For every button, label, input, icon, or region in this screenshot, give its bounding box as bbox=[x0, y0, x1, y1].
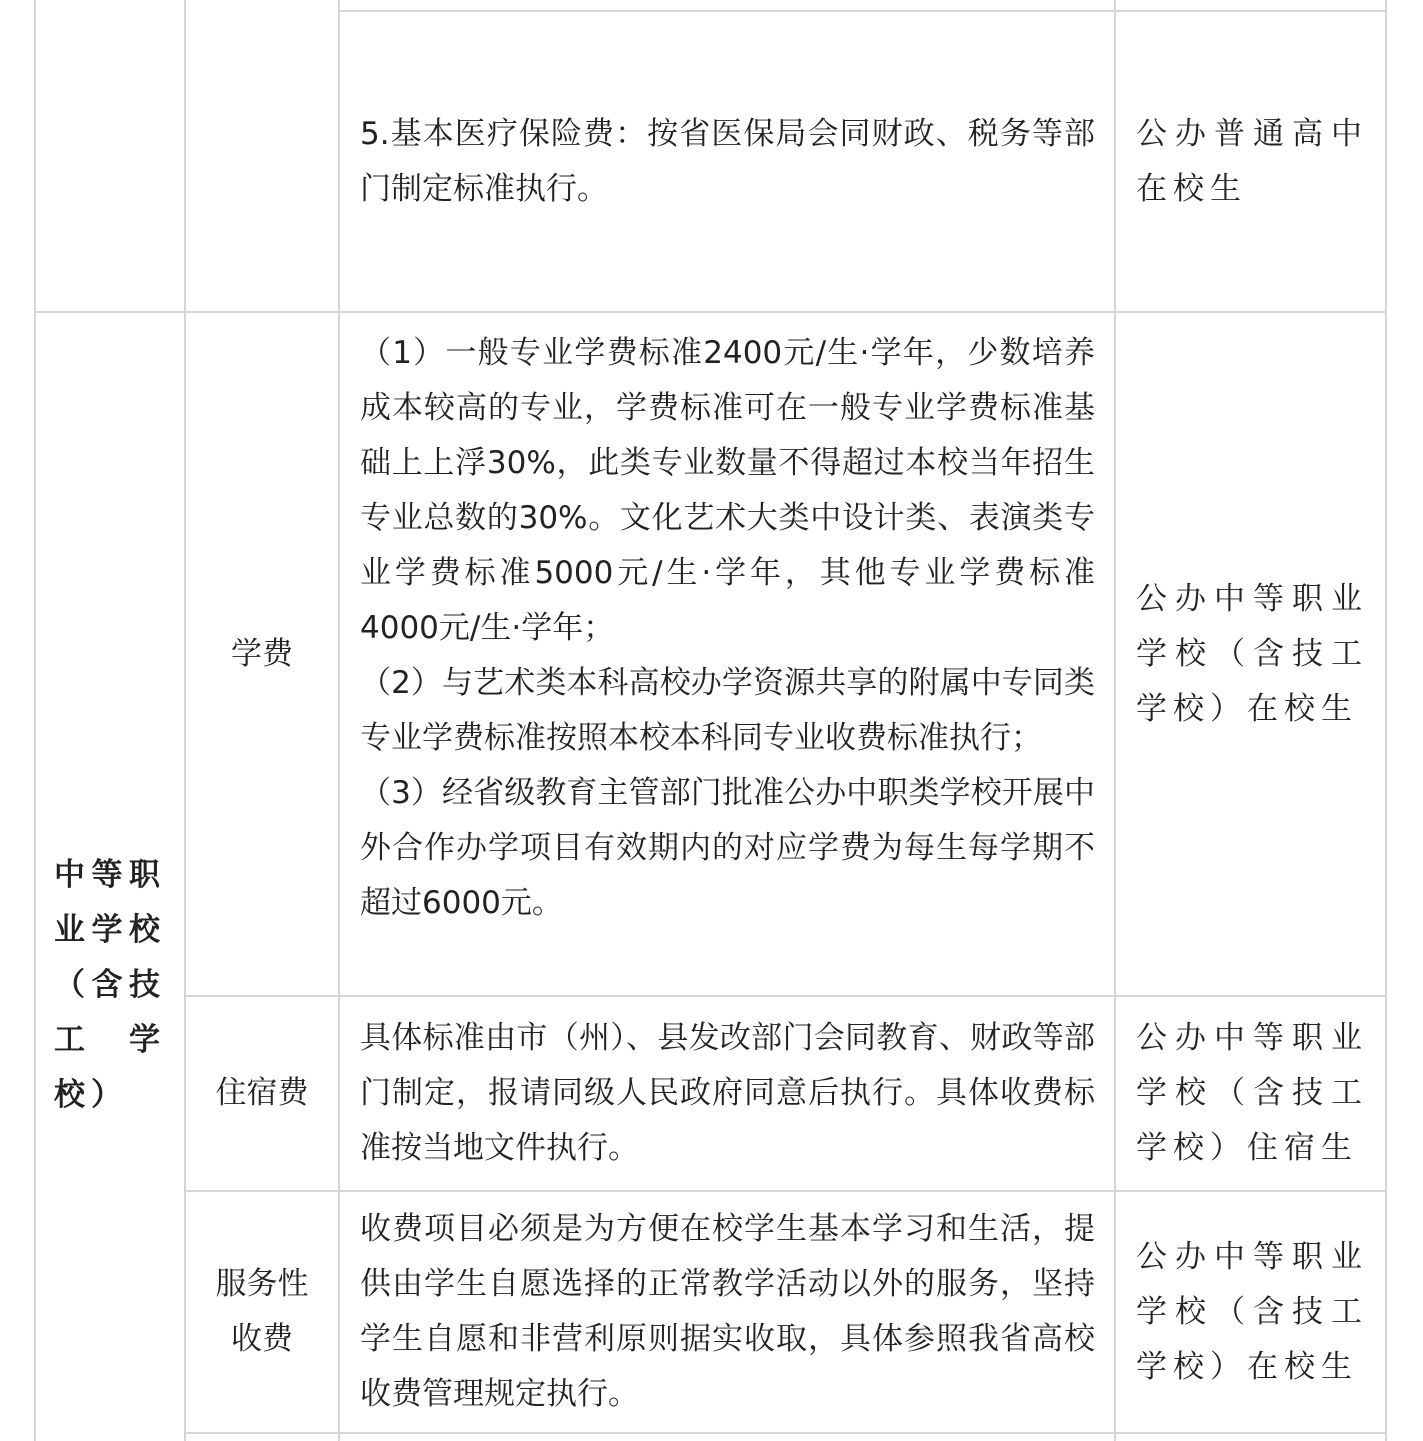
dorm-content-cell bbox=[360, 997, 1095, 1190]
service-content-cell bbox=[360, 1192, 1095, 1432]
grid-line-v-5 bbox=[1385, 0, 1387, 1441]
tuition-target-cell bbox=[1136, 313, 1368, 995]
dorm-target: 公办中等职业学校（含技工学校）住宿生 bbox=[1136, 1020, 1368, 1166]
high-school-target-text: 公办普通高中在校生 bbox=[1136, 115, 1368, 207]
dorm-content: 具体标准由市（州）、县发改部门会同教育、财政等部门制定，报请同级人民政府同意后执行。具体收费标准按当地文件执行。 bbox=[360, 1020, 1095, 1166]
dorm-name-cell bbox=[186, 997, 338, 1190]
grid-line-v-3 bbox=[338, 0, 340, 1441]
service-content: 收费项目必须是为方便在校学生基本学习和生活，提供由学生自愿选择的正常教学活动以外的服务，坚持学生自愿和非营利原则据实收取，具体参照我省高校收费管理规定执行。 bbox=[360, 1211, 1095, 1412]
grid-line-v-4 bbox=[1114, 0, 1116, 1441]
tuition-name: 学费 bbox=[231, 635, 293, 672]
dorm-target-cell bbox=[1136, 997, 1368, 1190]
service-target-cell bbox=[1136, 1192, 1368, 1432]
tuition-content: （1）一般专业学费标准2400元/生·学年，少数培养成本较高的专业，学费标准可在一般专业学费标准基础上上浮30%，此类专业数量不得超过本校当年招生专业总数的30%。文化艺术大类中设计类、表演类专业学费标准5000元/生·学年，其他专业学费标准4000元/生·学年； （2）与艺术类本科高校办学资源共享的附属中专同类专业学费标准按照本校本科同专业收费标准执行； （3）经省级教育主管部门批准公办中职类学校开展中外合作办学项目有效期内的对应学费为每生每学期不超过6000元。 bbox=[360, 335, 1095, 921]
high-school-target-cell bbox=[1136, 12, 1368, 311]
grid-line-h-service-end bbox=[184, 1432, 1387, 1434]
vocational-category-label: 中等职业学校（含技工学校） bbox=[54, 856, 166, 1113]
grid-line-v-1 bbox=[34, 0, 36, 1441]
high-school-content-cell bbox=[360, 12, 1095, 311]
vocational-category-cell bbox=[54, 830, 166, 1140]
service-target: 公办中等职业学校（含技工学校）在校生 bbox=[1136, 1238, 1368, 1385]
dorm-name: 住宿费 bbox=[215, 1075, 309, 1111]
tuition-name-cell bbox=[186, 313, 338, 995]
tuition-target: 公办中等职业学校（含技工学校）在校生 bbox=[1136, 580, 1368, 727]
service-name-cell bbox=[186, 1192, 338, 1432]
tuition-content-cell bbox=[360, 326, 1095, 991]
service-name: 服务性收费 bbox=[215, 1266, 309, 1357]
medical-insurance-text: 5.基本医疗保险费：按省医保局会同财政、税务等部门制定标准执行。 bbox=[360, 115, 1095, 207]
